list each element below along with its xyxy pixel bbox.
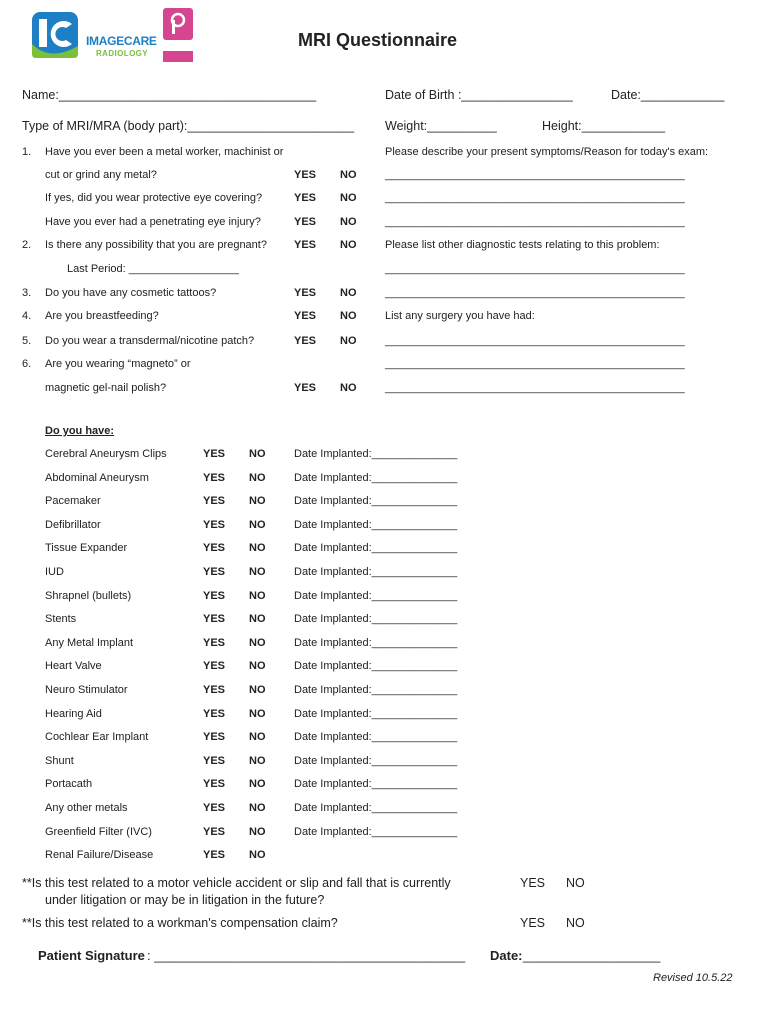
accident-question-line1: **Is this test related to a motor vehicle accident or slip and fall that is currently bbox=[22, 876, 451, 890]
device-yes-option[interactable]: YES bbox=[203, 448, 226, 460]
device-no-option[interactable]: NO bbox=[249, 708, 266, 720]
surgery-line-1[interactable]: _________________________________________________ bbox=[385, 335, 685, 347]
device-yes-option[interactable]: YES bbox=[203, 472, 226, 484]
question-yes-option[interactable]: YES bbox=[294, 192, 317, 204]
date-implanted-field[interactable]: Date Implanted:______________ bbox=[294, 542, 458, 554]
device-label: Portacath bbox=[45, 778, 93, 790]
signature-date-label: Date: bbox=[490, 948, 523, 963]
question-text: Do you have any cosmetic tattoos? bbox=[45, 287, 217, 299]
date-implanted-field[interactable]: Date Implanted:______________ bbox=[294, 684, 458, 696]
accident-yes[interactable]: YES bbox=[520, 876, 546, 890]
device-no-option[interactable]: NO bbox=[249, 684, 266, 696]
device-no-option[interactable]: NO bbox=[249, 495, 266, 507]
device-yes-option[interactable]: YES bbox=[203, 849, 226, 861]
date-implanted-field[interactable]: Date Implanted:______________ bbox=[294, 731, 458, 743]
device-yes-option[interactable]: YES bbox=[203, 802, 226, 814]
question-yes-option[interactable]: YES bbox=[294, 287, 317, 299]
date-implanted-field[interactable]: Date Implanted:______________ bbox=[294, 472, 458, 484]
question-number: 1. bbox=[22, 146, 32, 158]
device-no-option[interactable]: NO bbox=[249, 778, 266, 790]
name-field[interactable]: Name:_____________________________________ bbox=[22, 88, 317, 102]
device-no-option[interactable]: NO bbox=[249, 542, 266, 554]
device-label: Stents bbox=[45, 613, 77, 625]
date-implanted-field[interactable]: Date Implanted:______________ bbox=[294, 448, 458, 460]
tests-prompt: Please list other diagnostic tests relating to this problem: bbox=[385, 239, 660, 251]
signature-line[interactable]: : ___________________________________________ bbox=[147, 948, 466, 963]
question-text: Last Period: __________________ bbox=[67, 263, 239, 275]
date-implanted-field[interactable]: Date Implanted:______________ bbox=[294, 708, 458, 720]
page-title: MRI Questionnaire bbox=[298, 30, 458, 50]
device-yes-option[interactable]: YES bbox=[203, 613, 226, 625]
devices-heading: Do you have: bbox=[45, 425, 115, 437]
device-no-option[interactable]: NO bbox=[249, 590, 266, 602]
question-no-option[interactable]: NO bbox=[340, 192, 357, 204]
question-no-option[interactable]: NO bbox=[340, 382, 357, 394]
question-text: If yes, did you wear protective eye covering? bbox=[45, 192, 263, 204]
date-implanted-field[interactable]: Date Implanted:______________ bbox=[294, 755, 458, 767]
device-label: Any other metals bbox=[45, 802, 128, 814]
device-yes-option[interactable]: YES bbox=[203, 590, 226, 602]
surgery-line-2[interactable]: _________________________________________________ bbox=[385, 358, 685, 370]
device-label: Abdominal Aneurysm bbox=[45, 472, 149, 484]
device-label: Cerebral Aneurysm Clips bbox=[45, 448, 167, 460]
device-yes-option[interactable]: YES bbox=[203, 637, 226, 649]
device-label: Neuro Stimulator bbox=[45, 684, 128, 696]
weight-field[interactable]: Weight:__________ bbox=[385, 119, 497, 133]
question-number: 2. bbox=[22, 239, 32, 251]
date-implanted-field[interactable]: Date Implanted:______________ bbox=[294, 495, 458, 507]
device-label: Hearing Aid bbox=[45, 708, 102, 720]
device-label: Renal Failure/Disease bbox=[45, 849, 154, 861]
device-no-option[interactable]: NO bbox=[249, 660, 266, 672]
workman-yes[interactable]: YES bbox=[520, 916, 546, 930]
logo-brand-text: IMAGECARE bbox=[86, 34, 157, 48]
device-label: Pacemaker bbox=[45, 495, 101, 507]
device-yes-option[interactable]: YES bbox=[203, 826, 226, 838]
date-implanted-field[interactable]: Date Implanted:______________ bbox=[294, 566, 458, 578]
device-yes-option[interactable]: YES bbox=[203, 566, 226, 578]
workman-no[interactable]: NO bbox=[566, 916, 585, 930]
device-label: IUD bbox=[45, 566, 64, 578]
question-no-option[interactable]: NO bbox=[340, 310, 357, 322]
device-no-option[interactable]: NO bbox=[249, 519, 266, 531]
question-text: Are you breastfeeding? bbox=[45, 310, 159, 322]
question-yes-option[interactable]: YES bbox=[294, 310, 317, 322]
question-text: cut or grind any metal? bbox=[45, 169, 157, 181]
device-label: Cochlear Ear Implant bbox=[45, 731, 149, 743]
question-text: Have you ever been a metal worker, machinist or bbox=[45, 146, 284, 158]
question-no-option[interactable]: NO bbox=[340, 239, 357, 251]
date-implanted-field[interactable]: Date Implanted:______________ bbox=[294, 613, 458, 625]
tests-line-1[interactable]: _________________________________________________ bbox=[385, 263, 685, 275]
device-no-option[interactable]: NO bbox=[249, 472, 266, 484]
device-no-option[interactable]: NO bbox=[249, 755, 266, 767]
date-implanted-field[interactable]: Date Implanted:______________ bbox=[294, 778, 458, 790]
signature-label: Patient Signature bbox=[38, 948, 145, 963]
device-no-option[interactable]: NO bbox=[249, 826, 266, 838]
imagecare-logo bbox=[30, 10, 80, 60]
device-label: Tissue Expander bbox=[45, 542, 128, 554]
question-yes-option[interactable]: YES bbox=[294, 239, 317, 251]
question-yes-option[interactable]: YES bbox=[294, 335, 317, 347]
question-no-option[interactable]: NO bbox=[340, 287, 357, 299]
date-implanted-field[interactable]: Date Implanted:______________ bbox=[294, 826, 458, 838]
question-text: magnetic gel-nail polish? bbox=[45, 382, 167, 394]
tests-line-2[interactable]: _________________________________________________ bbox=[385, 287, 685, 299]
device-label: Defibrillator bbox=[45, 519, 101, 531]
surgery-line-3[interactable]: _________________________________________________ bbox=[385, 382, 685, 394]
question-no-option[interactable]: NO bbox=[340, 335, 357, 347]
surgery-prompt: List any surgery you have had: bbox=[385, 310, 535, 322]
device-no-option[interactable]: NO bbox=[249, 448, 266, 460]
device-yes-option[interactable]: YES bbox=[203, 755, 226, 767]
pink-logo-text: PINK bbox=[166, 33, 186, 42]
question-text: Are you wearing “magneto” or bbox=[45, 358, 191, 370]
height-field[interactable]: Height:____________ bbox=[542, 119, 666, 133]
device-yes-option[interactable]: YES bbox=[203, 542, 226, 554]
device-label: Any Metal Implant bbox=[45, 637, 134, 649]
device-label: Shunt bbox=[45, 755, 74, 767]
date-implanted-field[interactable]: Date Implanted:______________ bbox=[294, 660, 458, 672]
date-implanted-field[interactable]: Date Implanted:______________ bbox=[294, 802, 458, 814]
question-yes-option[interactable]: YES bbox=[294, 216, 317, 228]
device-yes-option[interactable]: YES bbox=[203, 778, 226, 790]
accident-question-line2: under litigation or may be in litigation in the future? bbox=[45, 893, 325, 907]
signature-date-line[interactable]: ___________________ bbox=[523, 948, 661, 963]
device-label: Heart Valve bbox=[45, 660, 102, 672]
question-text: Is there any possibility that you are pregnant? bbox=[45, 239, 267, 251]
workman-question: **Is this test related to a workman's compensation claim? bbox=[22, 916, 338, 930]
date-implanted-field[interactable]: Date Implanted:______________ bbox=[294, 519, 458, 531]
question-text: Do you wear a transdermal/nicotine patch? bbox=[45, 335, 255, 347]
question-text: Have you ever had a penetrating eye injury? bbox=[45, 216, 261, 228]
device-yes-option[interactable]: YES bbox=[203, 495, 226, 507]
logo-sub-text: RADIOLOGY bbox=[96, 49, 149, 58]
accident-no[interactable]: NO bbox=[566, 876, 585, 890]
device-no-option[interactable]: NO bbox=[249, 637, 266, 649]
device-no-option[interactable]: NO bbox=[249, 613, 266, 625]
question-number: 5. bbox=[22, 335, 32, 347]
question-yes-option[interactable]: YES bbox=[294, 382, 317, 394]
symptoms-prompt: Please describe your present symptoms/Reason for today's exam: bbox=[385, 146, 709, 158]
date-implanted-field[interactable]: Date Implanted:______________ bbox=[294, 637, 458, 649]
revised-note: Revised 10.5.22 bbox=[653, 972, 733, 984]
date-implanted-field[interactable]: Date Implanted:______________ bbox=[294, 590, 458, 602]
device-no-option[interactable]: NO bbox=[249, 566, 266, 578]
question-no-option[interactable]: NO bbox=[340, 169, 357, 181]
device-label: Greenfield Filter (IVC) bbox=[45, 826, 152, 838]
question-number: 4. bbox=[22, 310, 32, 322]
device-yes-option[interactable]: YES bbox=[203, 684, 226, 696]
symptoms-line-3[interactable]: _________________________________________________ bbox=[385, 216, 685, 228]
device-no-option[interactable]: NO bbox=[249, 849, 266, 861]
device-no-option[interactable]: NO bbox=[249, 802, 266, 814]
device-yes-option[interactable]: YES bbox=[203, 731, 226, 743]
dob-field[interactable]: Date of Birth :________________ bbox=[385, 88, 573, 102]
question-number: 6. bbox=[22, 358, 32, 370]
type-field[interactable]: Type of MRI/MRA (body part):________________________ bbox=[22, 119, 355, 133]
device-no-option[interactable]: NO bbox=[249, 731, 266, 743]
date-field[interactable]: Date:____________ bbox=[611, 88, 725, 102]
question-yes-option[interactable]: YES bbox=[294, 169, 317, 181]
device-yes-option[interactable]: YES bbox=[203, 708, 226, 720]
device-yes-option[interactable]: YES bbox=[203, 660, 226, 672]
question-number: 3. bbox=[22, 287, 32, 299]
question-no-option[interactable]: NO bbox=[340, 216, 357, 228]
device-yes-option[interactable]: YES bbox=[203, 519, 226, 531]
symptoms-line-2[interactable]: _________________________________________________ bbox=[385, 192, 685, 204]
device-label: Shrapnel (bullets) bbox=[45, 590, 132, 602]
symptoms-line-1[interactable]: _________________________________________________ bbox=[385, 169, 685, 181]
